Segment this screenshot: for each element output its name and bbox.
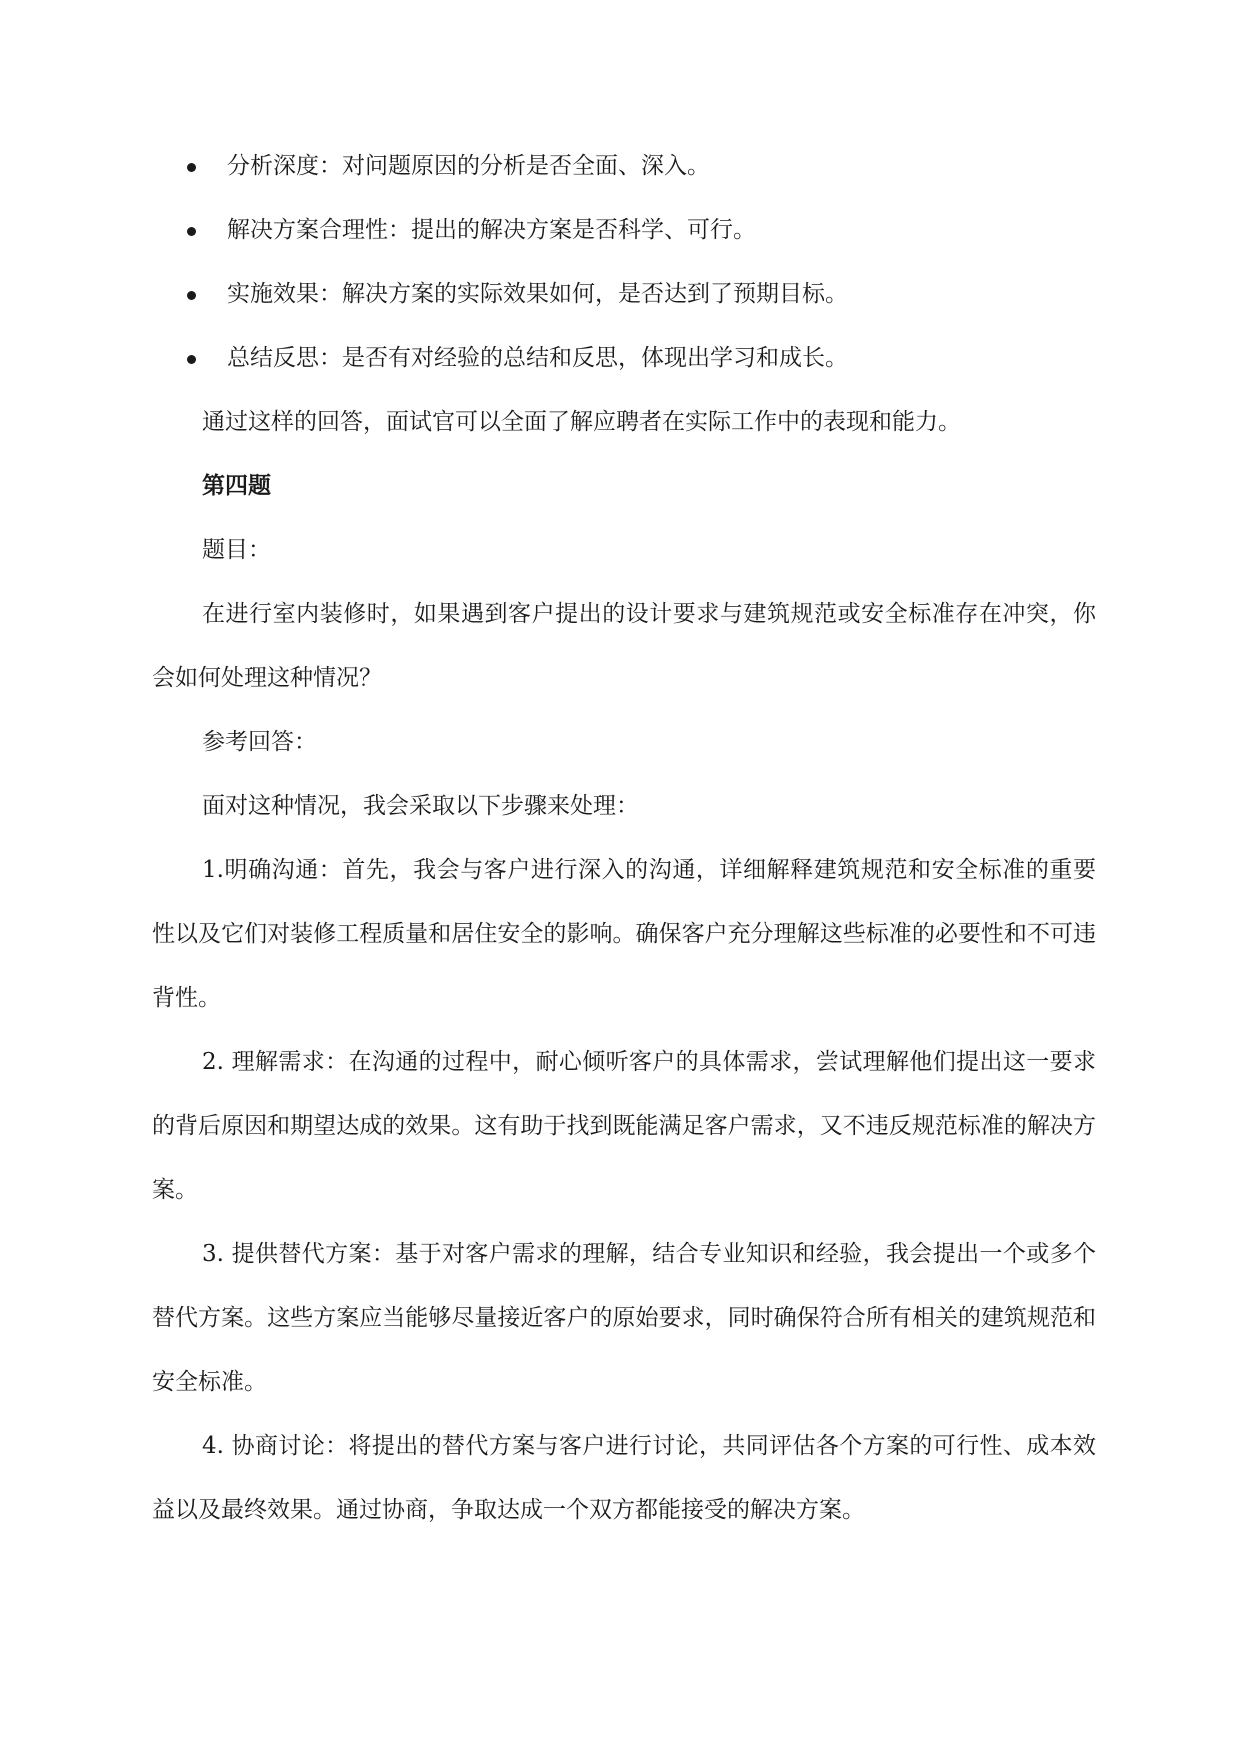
answer-intro: 面对这种情况，我会采取以下步骤来处理：: [202, 793, 639, 819]
list-item-text: 实施效果：解决方案的实际效果如何，是否达到了预期目标。: [227, 281, 848, 307]
answer-step-2: 2. 理解需求：在沟通的过程中，耐心倾听客户的具体需求，尝试理解他们提出这一要求的背后原因和期望达成的效果。这有助于找到既能满足客户需求，又不违反规范标准的解决方案。: [152, 1049, 1096, 1203]
question-label: 题目：: [202, 537, 271, 563]
bullet-dot-icon: [187, 163, 196, 172]
summary-paragraph: 通过这样的回答，面试官可以全面了解应聘者在实际工作中的表现和能力。: [202, 409, 961, 435]
bullet-dot-icon: [187, 355, 196, 364]
list-item-text: 解决方案合理性：提出的解决方案是否科学、可行。: [227, 217, 756, 243]
list-item-text: 总结反思：是否有对经验的总结和反思，体现出学习和成长。: [227, 345, 848, 371]
bullet-dot-icon: [187, 291, 196, 300]
bullet-dot-icon: [187, 227, 196, 236]
list-item-text: 分析深度：对问题原因的分析是否全面、深入。: [227, 153, 710, 179]
answer-step-1: 1.明确沟通：首先，我会与客户进行深入的沟通，详细解释建筑规范和安全标准的重要性以及它们对装修工程质量和居住安全的影响。确保客户充分理解这些标准的必要性和不可违背性。: [152, 857, 1096, 1011]
answer-label: 参考回答：: [202, 729, 317, 755]
question-text: 在进行室内装修时，如果遇到客户提出的设计要求与建筑规范或安全标准存在冲突，你会如何处理这种情况？: [152, 601, 1096, 691]
question-heading: 第四题: [202, 472, 271, 499]
answer-step-4: 4. 协商讨论：将提出的替代方案与客户进行讨论，共同评估各个方案的可行性、成本效益以及最终效果。通过协商，争取达成一个双方都能接受的解决方案。: [152, 1433, 1096, 1523]
answer-step-3: 3. 提供替代方案：基于对客户需求的理解，结合专业知识和经验，我会提出一个或多个替代方案。这些方案应当能够尽量接近客户的原始要求，同时确保符合所有相关的建筑规范和安全标准。: [152, 1241, 1096, 1395]
